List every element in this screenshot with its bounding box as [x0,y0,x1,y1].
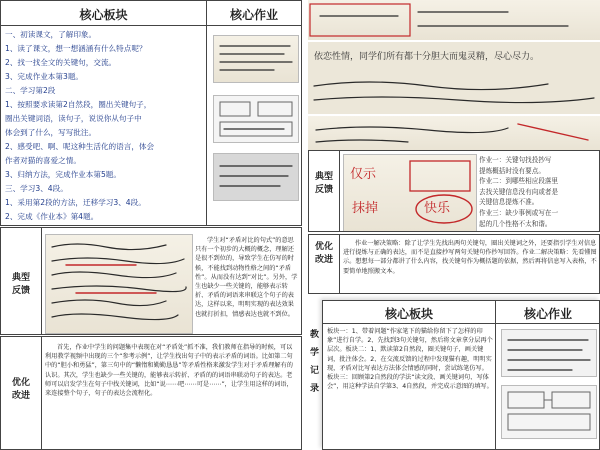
table-header-row [1,1,301,26]
lesson-step-line: 1、按照要求读第2自然段，圈出关键句子， [5,100,152,109]
record-paragraph: 板块一：1、带着问题“作家笔下的猫给你留下了怎样的印象”进行自学。2、先找到3句关键句，然后将文章拿分层再个层次。板块二：1、默读第2自然段，圈关键句子，画关键词，批注体会。2、在交流反馈的过程中发现猫有趣，明明实现，矛盾对比写表达方法体会情感的同时，尝试练笔仿写。板块三：回顾第2自然段的学法“读文段、画关键词句、写体会”，用这种学法自学第3、4自然段，并完成示意图的填写。 [327,328,493,391]
label-typical-right: 典型 [314,172,333,182]
feedback-note-line: 去找关键信息没有向或者是 [479,187,559,196]
header-core-module-2: 核心板块 [384,307,433,321]
header-core-module: 核心板块 [79,8,128,22]
lesson-record-table [322,300,600,450]
lesson-step-line: 二、学习第2段 [5,86,56,95]
handwriting-lines-icon [214,36,298,82]
lesson-plan-table-top-left [0,0,302,226]
handwriting-scribble-icon [308,42,600,114]
typical-feedback-panel-left [0,227,302,335]
feedback-note-line: 作业三：缺少事例或写在一 [479,208,559,217]
feedback-paragraph: 学生对“矛盾对比的句式”的意思只有一个初步的大概的概念，理解还是很不到位的，导致学生在仿写的时候，不能找到动物性格之间的“矛盾性”。从而没有达到“对比”。另外，学生也缺少一些关键的，能够表示转折、矛盾的词语来串联这个句子的表达，这样以来，明明实现的表达效果也就打折扣，情感表达也就不到位。 [195,237,298,318]
homework-photo-3 [213,153,299,201]
lesson-steps-list [5,28,205,224]
handwriting-sample-1: 仅示 [350,167,377,182]
side-label-char: 教 [310,330,320,340]
handwriting-scribble-icon [46,235,192,333]
handwriting-strip-3 [308,116,600,150]
lesson-step-line: 1、采用第2段的方法，迁移学习3、4段。 [5,198,146,207]
homework-photo-1 [213,35,299,83]
label-improve: 改进 [11,391,30,401]
header-core-homework: 核心作业 [229,8,278,22]
handwriting-strip-1 [308,0,600,40]
red-circle-icon [344,155,476,231]
side-label-char: 学 [310,348,320,358]
lesson-step-line: 一、初读课文，了解印象。 [5,30,97,39]
label-feedback: 反馈 [11,286,30,296]
side-label-char: 录 [310,384,320,394]
feedback-notes-list [479,155,599,229]
worksheet-thumb-2 [501,385,597,439]
feedback-note-line: 提炼概括时没有要点。 [479,166,545,175]
handwriting-caption: 依恋性情，同学们所有都十分胆大而鬼灵精，尽心尽力。 [314,52,540,62]
feedback-note-line: 关键信息提炼不准。 [479,198,539,207]
lesson-step-line: 3、归纳方法，完成作业本第5题。 [5,170,121,179]
handwriting-lines-icon [214,154,298,200]
homework-photo-2 [213,95,299,143]
lesson-step-line: 1、读了课文，想一想涵涵有什么特点呢？ [5,44,147,53]
handwriting-collage-right [308,0,600,150]
feedback-note-line: 作业一：关键句找投抄写 [479,156,552,164]
student-handwriting-photo [45,234,193,334]
lesson-step-line: 作者对猫的喜爱之情。 [5,156,81,165]
improvement-paragraph: 首先，作业中学生的问题集中表现在对“矛盾处”抓不准，我们教师在指导的时候，可以利用教学视频中出现的三个“参考示例”，让学生找出句子中的表示矛盾的词语。比如第二句中的“胆小和勇猛”，第三句中的“懒惰和勤勤恳恳”等矛盾性格来激发学生对于矛盾理解有的认识。其次，学生也缺少一些关键的，能够表示转折、矛盾的的词语串联动句子的表达。老师可以启发学生在句子中找关键词，比如“说⋯⋯吧⋯⋯可是⋯⋯”，让学生用这样的词语，来连接整个句子，句子的表达会流程化。 [45,344,293,398]
lesson-step-line: 体会到了什么，写写批注。 [5,128,97,137]
lesson-step-line: 2、感受吧、啊、呢这种生活化的语言，体会 [5,142,155,151]
header-core-homework-2: 核心作业 [523,307,572,321]
red-correction-photo [343,154,477,232]
optimization-panel-left [0,336,302,450]
handwriting-lines-icon [502,330,596,376]
lesson-step-line: 2、完成《作业本》第4题。 [5,212,99,221]
worksheet-diagram-icon [502,386,596,438]
handwriting-scribble-icon [308,116,600,150]
handwriting-sample-3: 快乐 [424,201,451,216]
worksheet-thumb-1 [501,329,597,377]
lesson-step-line: 2、找一找全文的关键句，交流。 [5,58,117,67]
label-optimize-right: 优化 [314,242,333,252]
label-typical: 典型 [11,273,30,283]
worksheet-diagram-icon [214,96,298,142]
lesson-step-line: 圈出关键词语，读句子，说说你从句子中 [5,114,142,123]
label-improve-right: 改进 [314,255,333,265]
feedback-note-line: 起的几个性格不太和谐。 [479,219,552,228]
strategy-paragraph: 作业一解决策略：除了让学生先找出两句关键句，圈出关键词之外，还要指引学生对信息进行提炼与正确的表达，而不是直接抄写两句关键句作抄写回答。作业二解决策略：先看懂图示。想想每一部分都讲了什么内容，找关键句作为概括题的依据，然后再将信息写入表格，不要简单地照搬文本。 [343,240,597,275]
feedback-note-line: 作业二：到哪些相应段落里 [479,177,559,186]
label-feedback-right: 反馈 [314,185,333,195]
side-label-char: 记 [310,366,320,376]
typical-feedback-panel-right [308,150,600,232]
label-optimize: 优化 [11,378,30,388]
lesson-step-line: 三、学习3、4段。 [5,184,68,193]
side-label-teaching-record [310,326,322,398]
handwriting-sample-2: 抹掉 [352,201,379,216]
optimization-panel-right [308,234,600,294]
lesson-step-line: 3、完成作业本第3题。 [5,72,84,81]
handwriting-strip-2 [308,42,600,114]
handwriting-scribble-icon [308,0,600,40]
